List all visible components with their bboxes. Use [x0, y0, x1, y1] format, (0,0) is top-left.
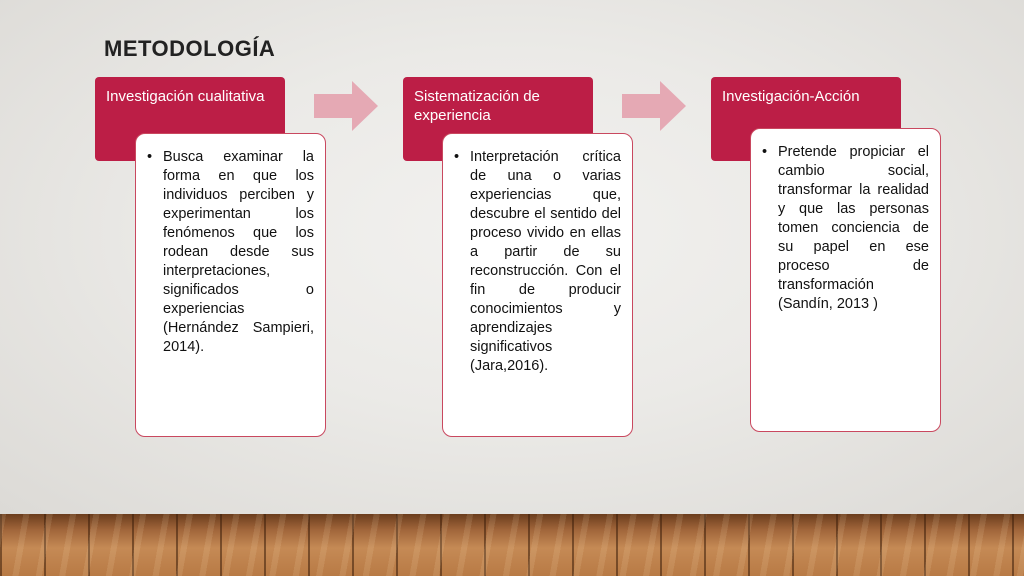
slide-title: METODOLOGÍA: [104, 36, 276, 61]
arrow-right-icon: [622, 81, 686, 131]
step-header-3: Investigación-Acción: [711, 77, 901, 161]
wood-floor: [0, 514, 1024, 576]
step-header-2: Sistematización de experiencia: [403, 77, 593, 161]
step-text-3: Pretende propiciar el cambio social, transformar la realidad y que las personas tomen conciencia de su papel en ese proceso de transformación (Sandín, 2013 ): [778, 144, 929, 312]
arrow-right-icon: [314, 81, 378, 131]
step-text-2: Interpretación crítica de una o varias experiencias que, descubre el sentido del proceso vivido en ellas a partir de su reconstrucción. Con el fin de producir conocimientos y aprendizajes significativos (Jara,2016).: [470, 149, 621, 374]
bullet-icon: •: [147, 149, 153, 165]
bullet-icon: •: [762, 144, 768, 160]
step-card-2: [442, 133, 633, 437]
step-header-1: Investigación cualitativa: [95, 77, 285, 161]
step-card-3: [750, 128, 941, 432]
bullet-icon: •: [454, 149, 460, 165]
step-text-1: Busca examinar la forma en que los individuos perciben y experimentan los fenómenos que los rodean desde sus interpretaciones, significados o experiencias (Hernández Sampieri, 2014).: [163, 149, 314, 355]
step-card-1: [135, 133, 326, 437]
